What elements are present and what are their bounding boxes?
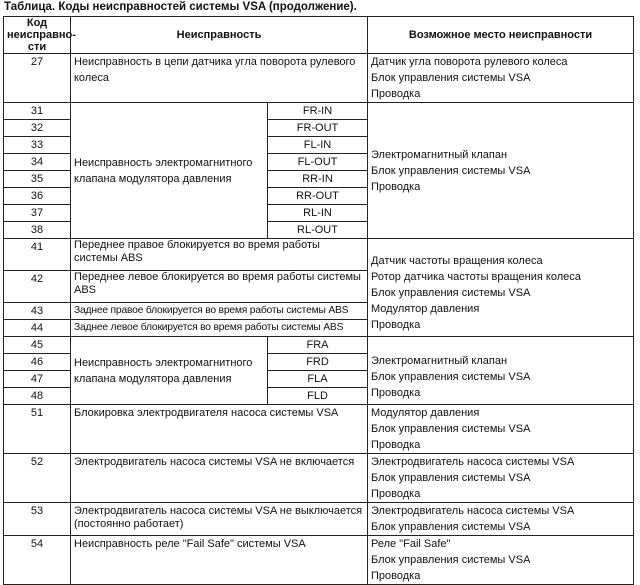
location-line: Проводка (371, 387, 421, 399)
valve: FLD (268, 388, 368, 405)
location (368, 337, 634, 405)
location-line: Проводка (371, 570, 421, 582)
table-row (4, 54, 634, 103)
code: 45 (4, 337, 71, 354)
code: 37 (4, 205, 71, 222)
valve: RL-IN (268, 205, 368, 222)
location-line: Электродвигатель насоса системы VSA (371, 505, 575, 517)
valve: FRD (268, 354, 368, 371)
table-row (4, 503, 634, 536)
location-line: Проводка (371, 180, 421, 193)
code: 48 (4, 388, 71, 405)
location-line: Электромагнитный клапан (371, 355, 508, 367)
location-line: Блок управления системы VSA (371, 554, 531, 566)
fault: Переднее левое блокируется во время работы системы ABS (71, 271, 368, 303)
vsa-codes-table (3, 16, 634, 585)
table-title: Таблица. Коды неисправностей системы VSA (продолжение). (4, 1, 357, 13)
location-line: Блок управления системы VSA (371, 72, 531, 84)
fault: Электродвигатель насоса системы VSA не включается (71, 454, 368, 503)
table-row (4, 536, 634, 585)
location (368, 503, 634, 536)
location-line: Блок управления системы VSA (371, 371, 531, 383)
code: 33 (4, 137, 71, 154)
table-row (4, 337, 634, 354)
location-line: Проводка (371, 319, 421, 331)
location-line: Датчик угла поворота рулевого колеса (371, 56, 568, 68)
fault: Заднее правое блокируется во время работы системы ABS (71, 303, 368, 320)
code: 32 (4, 120, 71, 137)
fault: Неисправность в цепи датчика угла поворота рулевого колеса (71, 54, 368, 103)
valve: RR-OUT (268, 188, 368, 205)
location-line: Датчик частоты вращения колеса (371, 255, 543, 267)
code: 52 (4, 454, 71, 503)
table-row (4, 454, 634, 503)
location-line: Модулятор давления (371, 407, 480, 419)
code: 54 (4, 536, 71, 585)
code: 42 (4, 271, 71, 303)
valve: FR-IN (268, 103, 368, 120)
fault: Блокировка электродвигателя насоса системы VSA (71, 405, 368, 454)
location-line: Блок управления системы VSA (371, 521, 531, 533)
location-line: Блок управления системы VSA (371, 423, 531, 435)
location-line: Реле "Fail Safe" (371, 538, 451, 550)
code: 46 (4, 354, 71, 371)
header-code: Код неисправно-сти (4, 17, 71, 54)
valve: FL-OUT (268, 154, 368, 171)
valve: RL-OUT (268, 222, 368, 239)
location-line: Ротор датчика частоты вращения колеса (371, 271, 581, 283)
location-line: Модулятор давления (371, 303, 480, 315)
valve: FLA (268, 371, 368, 388)
location-line: Блок управления системы VSA (371, 472, 531, 484)
table-row (4, 405, 634, 454)
location-line: Блок управления системы VSA (371, 164, 531, 177)
location (368, 536, 634, 585)
location-line: Электромагнитный клапан (371, 148, 508, 161)
header-location: Возможное место неисправности (368, 17, 634, 54)
code: 41 (4, 239, 71, 271)
location-line: Электродвигатель насоса системы VSA (371, 456, 575, 468)
code: 43 (4, 303, 71, 320)
fault: Электродвигатель насоса системы VSA не выключается (постоянно работает) (71, 503, 368, 536)
location (368, 405, 634, 454)
fault: Неисправность реле "Fail Safe" системы VSA (71, 536, 368, 585)
table-row (4, 103, 634, 120)
location-line: Проводка (371, 88, 421, 100)
code: 27 (4, 54, 71, 103)
code: 51 (4, 405, 71, 454)
code: 53 (4, 503, 71, 536)
code: 38 (4, 222, 71, 239)
code: 35 (4, 171, 71, 188)
valve: RR-IN (268, 171, 368, 188)
fault: Неисправность электромагнитного клапана модулятора давления (71, 103, 268, 239)
code: 31 (4, 103, 71, 120)
location (368, 54, 634, 103)
code: 47 (4, 371, 71, 388)
code: 34 (4, 154, 71, 171)
location-line: Проводка (371, 439, 421, 451)
fault: Переднее правое блокируется во время работы системы ABS (71, 239, 368, 271)
location (368, 454, 634, 503)
location-line: Проводка (371, 488, 421, 500)
valve: FR-OUT (268, 120, 368, 137)
header-fault: Неисправность (71, 17, 368, 54)
header-row (4, 17, 634, 54)
code: 36 (4, 188, 71, 205)
location (368, 103, 634, 239)
fault: Заднее левое блокируется во время работы системы ABS (71, 320, 368, 337)
table-row (4, 239, 634, 271)
code: 44 (4, 320, 71, 337)
valve: FL-IN (268, 137, 368, 154)
fault: Неисправность электромагнитного клапана модулятора давления (71, 337, 268, 405)
location (368, 239, 634, 337)
location-line: Блок управления системы VSA (371, 287, 531, 299)
valve: FRA (268, 337, 368, 354)
